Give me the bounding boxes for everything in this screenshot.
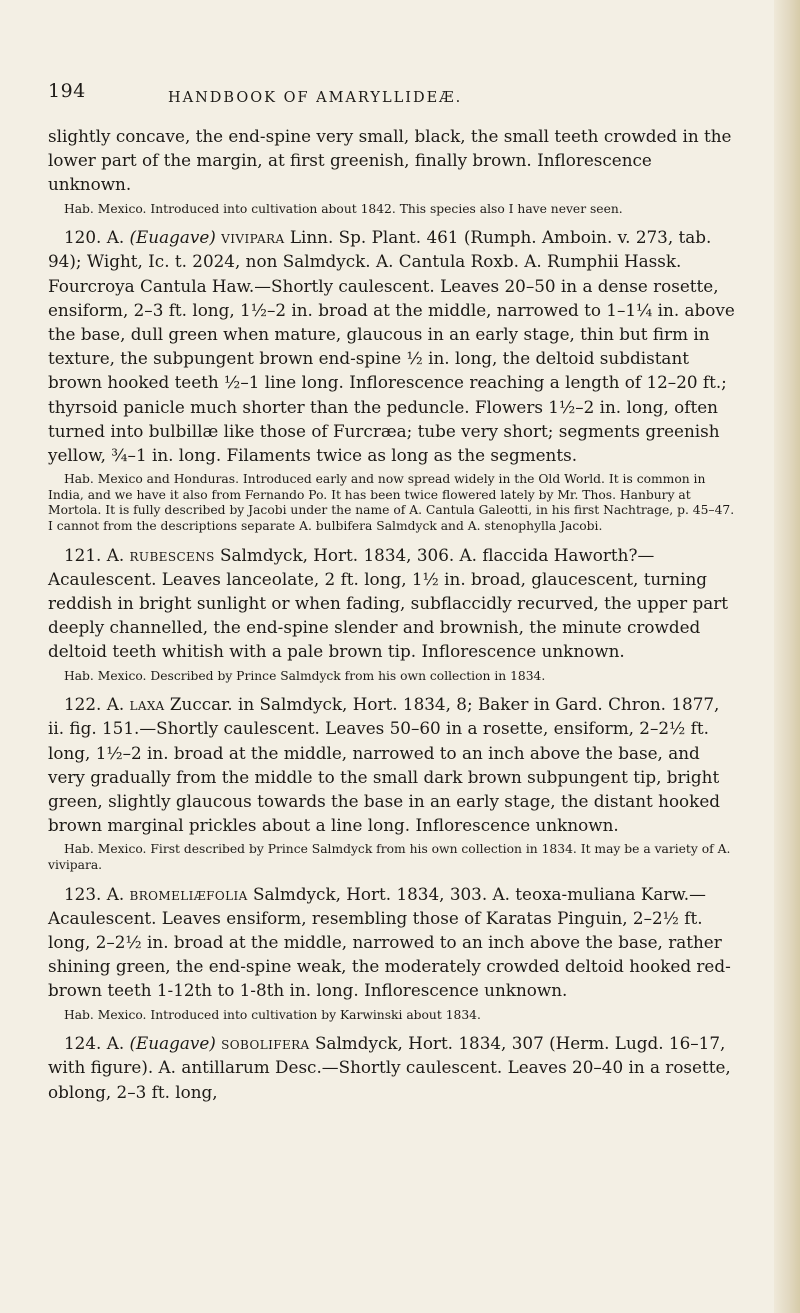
species-entry-122 — [48, 692, 736, 837]
hab-note-122: Hab. Mexico. First described by Prince Salmdyck from his own collection in 1834. It may be a variety of A. vivipara. — [48, 842, 731, 873]
species-epithet: laxa — [129, 694, 165, 715]
entry-number: 121. A. — [64, 544, 125, 565]
species-entry-123 — [48, 882, 736, 1003]
entry-number: 120. A. — [64, 227, 125, 248]
page-body — [48, 124, 736, 1104]
section-name: (Euagave) — [129, 227, 216, 248]
species-epithet: rubescens — [129, 544, 215, 565]
species-epithet: sobolifera — [221, 1033, 310, 1054]
entry-description: Salmdyck, Hort. 1834, 303. A. teoxa-muliana Karw.—Acaulescent. Leaves ensiform, resembling those of Karatas Pinguin, 2–2½ ft. long, 2–2½ in. broad at the middle, narrowed to an inch above the base, rather shining green, the end-spine weak, the moderately crowded deltoid hooked red-brown teeth 1-12th to 1-8th in. long. Inflorescence unknown. — [48, 883, 731, 1001]
species-entry-121 — [48, 543, 736, 664]
hab-note-123: Hab. Mexico. Introduced into cultivation by Karwinski about 1834. — [64, 1007, 481, 1022]
entry-number: 122. A. — [64, 694, 125, 715]
species-epithet: bromeliæfolia — [129, 883, 248, 904]
entry-number: 124. A. — [64, 1033, 125, 1054]
species-entry-120 — [48, 225, 736, 467]
intro-paragraph: slightly concave, the end-spine very small, black, the small teeth crowded in the lower part of the margin, at first greenish, finally brown. Inflorescence unknown. — [48, 126, 732, 195]
species-epithet: vivipara — [221, 227, 285, 248]
species-entry-124 — [48, 1031, 736, 1104]
page-edge-shadow — [774, 0, 800, 1313]
section-name: (Euagave) — [129, 1033, 216, 1054]
entry-number: 123. A. — [64, 883, 125, 904]
running-head: HANDBOOK OF AMARYLLIDEÆ. — [168, 90, 463, 106]
page-number: 194 — [48, 80, 86, 102]
entry-description: Linn. Sp. Plant. 461 (Rumph. Amboin. v. 273, tab. 94); Wight, Ic. t. 2024, non Salmdyck. A. Cantula Roxb. A. Rumphii Hassk. Fourcroya Cantula Haw.—Shortly caulescent. Leaves 20–50 in a dense rosette, ensiform, 2–3 ft. long, 1½–2 in. broad at the middle, narrowed to 1–1¼ in. above the base, dull green when mature, glaucous in an early stage, thin but firm in texture, the subpungent brown end-spine ½ in. long, the deltoid subdistant brown hooked teeth ½–1 line long. Inflorescence reaching a length of 12–20 ft.; thyrsoid panicle much shorter than the peduncle. Flowers 1½–2 in. long, often turned into bulbillæ like those of Furcræa; tube very short; segments greenish yellow, ¾–1 in. long. Filaments twice as long as the segments. — [48, 227, 735, 466]
intro-hab-note: Hab. Mexico. Introduced into cultivation about 1842. This species also I have never seen. — [64, 201, 623, 216]
hab-note-120: Hab. Mexico and Honduras. Introduced early and now spread widely in the Old World. It is common in India, and we have it also from Fernando Po. It has been twice flowered lately by Mr. Thos. Hanbury at Mortola. It is fully described by Jacobi under the name of A. Cantula Galeotti, in his first Nachtrage, p. 45–47. I cannot from the descriptions separate A. bulbifera Salmdyck and A. stenophylla Jacobi. — [48, 472, 735, 534]
entry-description: Salmdyck, Hort. 1834, 307 (Herm. Lugd. 16–17, with figure). A. antillarum Desc.—Shortly caulescent. Leaves 20–40 in a rosette, oblong, 2–3 ft. long, — [48, 1033, 731, 1102]
entry-description: Zuccar. in Salmdyck, Hort. 1834, 8; Baker in Gard. Chron. 1877, ii. fig. 151.—Shortly caulescent. Leaves 50–60 in a rosette, ensiform, 2–2½ ft. long, 1½–2 in. broad at the middle, narrowed to an inch above the base, and very gradually from the middle to the small dark brown subpungent tip, bright green, slightly glaucous towards the base in an early stage, the distant hooked brown marginal prickles about a line long. Inflorescence unknown. — [48, 694, 720, 836]
entry-description: Salmdyck, Hort. 1834, 306. A. flaccida Haworth?—Acaulescent. Leaves lanceolate, 2 ft. long, 1½ in. broad, glaucescent, turning reddish in bright sunlight or when fading, subflaccidly recurved, the upper part deeply channelled, the end-spine slender and brownish, the minute crowded deltoid teeth whitish with a pale brown tip. Inflorescence unknown. — [48, 544, 729, 662]
hab-note-121: Hab. Mexico. Described by Prince Salmdyck from his own collection in 1834. — [64, 668, 546, 683]
